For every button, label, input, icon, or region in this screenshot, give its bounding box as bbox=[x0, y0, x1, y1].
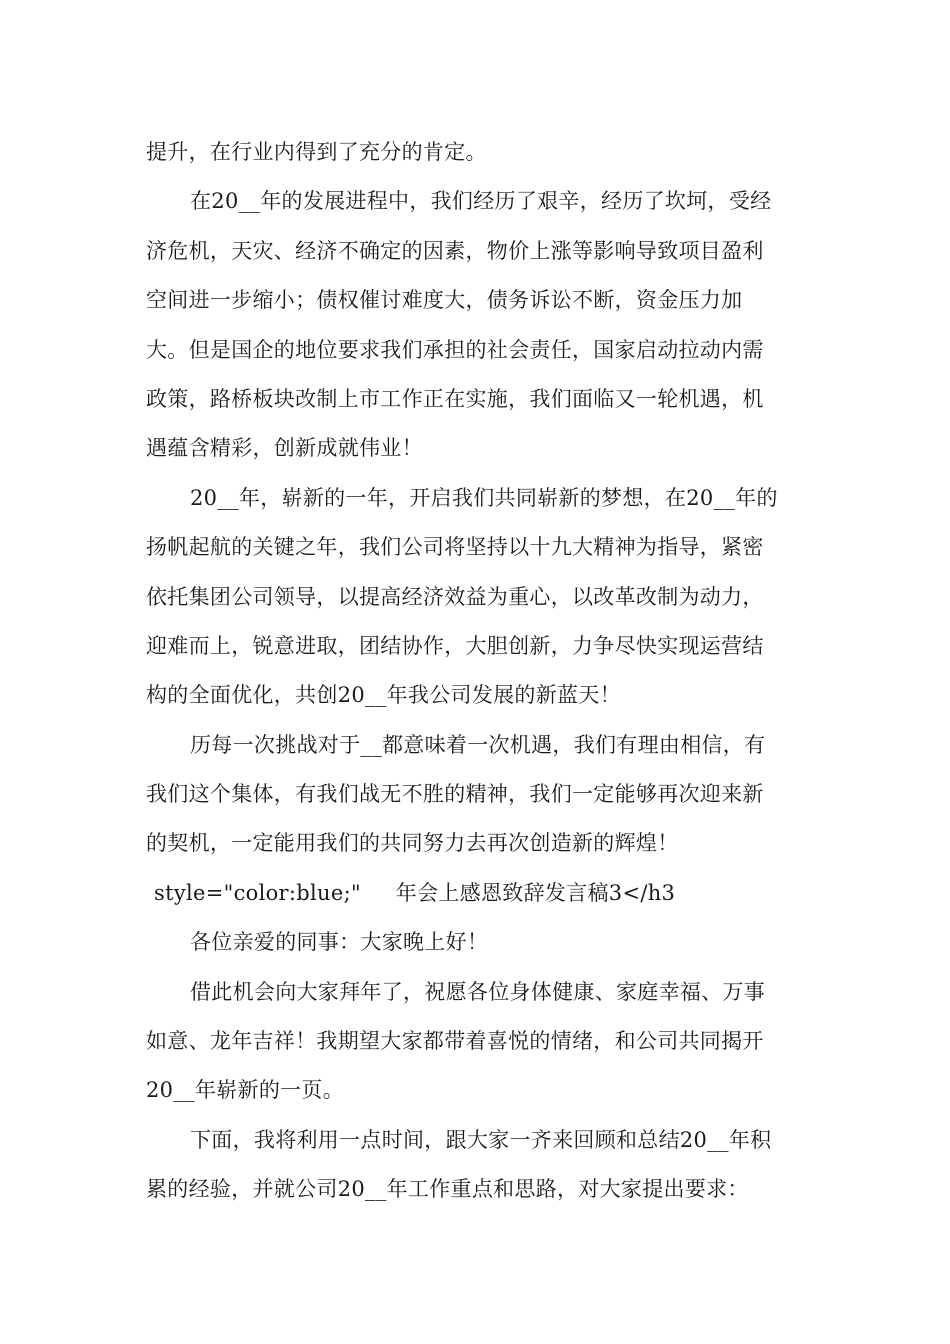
text-line: 累的经验，并就公司20__年工作重点和思路，对大家提出要求： bbox=[146, 1177, 749, 1202]
paragraph-start-line: 20__年，崭新的一年，开启我们共同崭新的梦想，在20__年的 bbox=[190, 485, 778, 510]
paragraph-start-line: 借此机会向大家拜年了，祝愿各位身体健康、家庭幸福、万事 bbox=[190, 979, 766, 1004]
text-line: 遇蕴含精彩，创新成就伟业！ bbox=[146, 436, 423, 461]
document-body bbox=[146, 128, 806, 1215]
text-line: 大。但是国企的地位要求我们承担的社会责任，国家启动拉动内需 bbox=[146, 337, 764, 362]
text-line: 20__年崭新的一页。 bbox=[146, 1078, 345, 1103]
text-line: 依托集团公司领导，以提高经济效益为重心，以改革改制为动力， bbox=[146, 584, 764, 609]
text-line: 我们这个集体，有我们战无不胜的精神，我们一定能够再次迎来新 bbox=[146, 782, 764, 807]
paragraph-start-line: 历每一次挑战对于__都意味着一次机遇，我们有理由相信，有 bbox=[190, 732, 766, 757]
text-line: 扬帆起航的关键之年，我们公司将坚持以十九大精神为指导，紧密 bbox=[146, 535, 764, 560]
greeting-line: 各位亲爱的同事：大家晚上好！ bbox=[190, 930, 489, 955]
text-line: 政策，路桥板块改制上市工作正在实施，我们面临又一轮机遇，机 bbox=[146, 386, 764, 411]
text-line: 提升，在行业内得到了充分的肯定。 bbox=[146, 140, 487, 164]
text-line: 迎难而上，锐意进取，团结协作，大胆创新，力争尽快实现运营结 bbox=[146, 633, 764, 658]
text-line: 如意、龙年吉祥！我期望大家都带着喜悦的情绪，和公司共同揭开 bbox=[146, 1029, 764, 1054]
section-heading-line: style="color:blue;" 年会上感恩致辞发言稿3</h3 bbox=[154, 880, 676, 905]
paragraph-start-line: 下面，我将利用一点时间，跟大家一齐来回顾和总结20__年积 bbox=[190, 1127, 772, 1152]
text-line: 构的全面优化，共创20__年我公司发展的新蓝天！ bbox=[146, 683, 621, 708]
text-line: 的契机，一定能用我们的共同努力去再次创造新的辉煌！ bbox=[146, 831, 679, 856]
text-line: 济危机，天灾、经济不确定的因素，物价上涨等影响导致项目盈利 bbox=[146, 238, 764, 263]
text-line: 空间进一步缩小；债权催讨难度大，债务诉讼不断，资金压力加 bbox=[146, 288, 743, 313]
paragraph-start-line: 在20__年的发展进程中，我们经历了艰辛，经历了坎坷，受经 bbox=[190, 189, 772, 214]
